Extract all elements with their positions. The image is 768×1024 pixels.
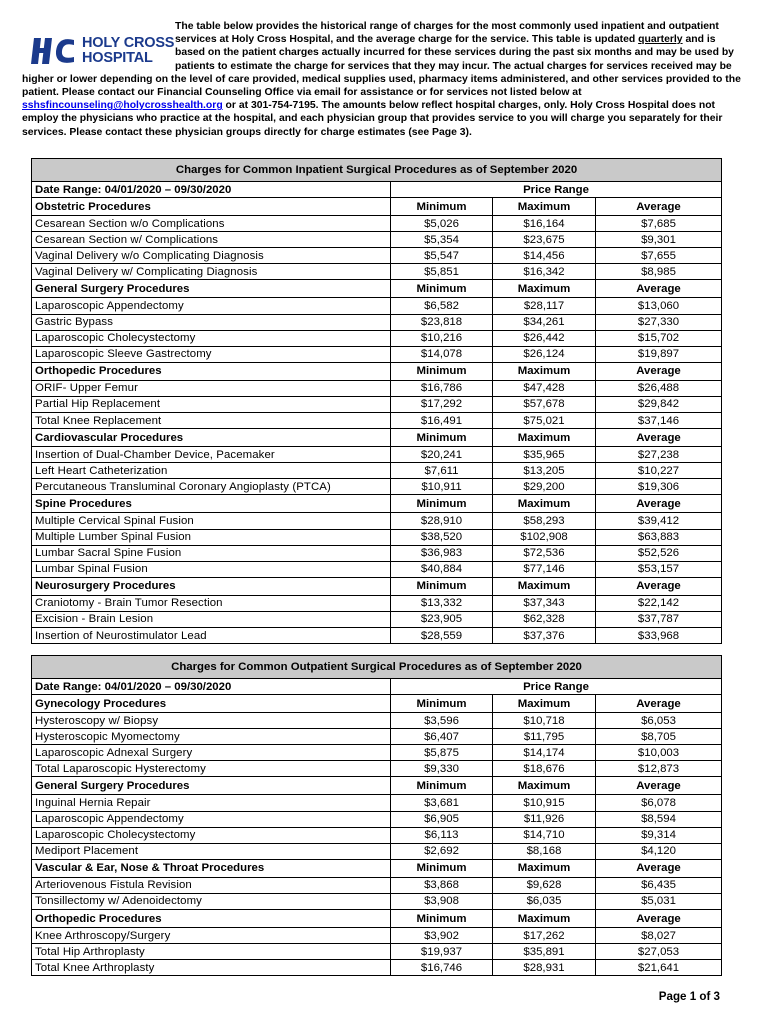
intro-text-1: The table below provides the historical range of charges for the most commonly used inpatient and outpatient services at Holy Cross Hospital, and the average charge for the service. This table is updated (175, 21, 719, 46)
minimum-charge: $7,611 (391, 463, 493, 479)
maximum-charge: $28,117 (493, 298, 596, 314)
category-name: General Surgery Procedures (32, 280, 391, 298)
procedure-name: Insertion of Dual-Chamber Device, Pacemaker (32, 447, 391, 463)
category-name: Gynecology Procedures (32, 695, 391, 713)
table-row (32, 827, 722, 843)
procedure-name: ORIF- Upper Femur (32, 380, 391, 396)
average-header: Average (596, 495, 722, 513)
minimum-charge: $6,407 (391, 729, 493, 745)
date-range-row (32, 182, 722, 198)
logo-line-2: HOSPITAL (82, 50, 153, 66)
average-charge: $4,120 (596, 843, 722, 859)
maximum-charge: $13,205 (493, 463, 596, 479)
table-row (32, 380, 722, 396)
minimum-charge: $16,491 (391, 413, 493, 429)
procedure-name: Laparoscopic Appendectomy (32, 811, 391, 827)
maximum-charge: $6,035 (493, 893, 596, 909)
average-charge: $53,157 (596, 561, 722, 577)
average-charge: $10,003 (596, 745, 722, 761)
procedure-name: Multiple Lumber Spinal Fusion (32, 529, 391, 545)
maximum-header: Maximum (493, 362, 596, 380)
minimum-charge: $14,078 (391, 346, 493, 362)
maximum-charge: $34,261 (493, 314, 596, 330)
category-name: General Surgery Procedures (32, 777, 391, 795)
procedure-name: Lumbar Sacral Spine Fusion (32, 545, 391, 561)
minimum-charge: $3,902 (391, 928, 493, 944)
intro-text-2: and is based on the patient charges actually incurred for these services during the past six months and may be used by patients to estimate the charge for services that they may incur. The actual charges for services received may be higher or lower depending on the level of care provided, medical supplies used, pharmacy items administered, and other services provided to the patient. Please contact our Financial Counseling Office via email for assistance or for services not listed below at (22, 34, 741, 99)
minimum-charge: $5,354 (391, 232, 493, 248)
minimum-header: Minimum (391, 198, 493, 216)
procedure-name: Excision - Brain Lesion (32, 611, 391, 627)
procedure-name: Hysteroscopic Myomectomy (32, 729, 391, 745)
procedure-name: Left Heart Catheterization (32, 463, 391, 479)
minimum-charge: $23,818 (391, 314, 493, 330)
category-name: Neurosurgery Procedures (32, 577, 391, 595)
average-charge: $13,060 (596, 298, 722, 314)
average-header: Average (596, 859, 722, 877)
table-row (32, 545, 722, 561)
average-charge: $27,330 (596, 314, 722, 330)
average-charge: $63,883 (596, 529, 722, 545)
maximum-header: Maximum (493, 577, 596, 595)
category-header-row (32, 280, 722, 298)
category-header-row (32, 859, 722, 877)
maximum-header: Maximum (493, 280, 596, 298)
maximum-charge: $10,915 (493, 795, 596, 811)
average-charge: $8,027 (596, 928, 722, 944)
procedure-name: Laparoscopic Adnexal Surgery (32, 745, 391, 761)
table-row (32, 611, 722, 627)
maximum-header: Maximum (493, 429, 596, 447)
page-number: Page 1 of 3 (658, 990, 720, 1003)
table-title-row (32, 159, 722, 182)
minimum-charge: $40,884 (391, 561, 493, 577)
minimum-charge: $38,520 (391, 529, 493, 545)
category-header-row (32, 362, 722, 380)
table-row (32, 264, 722, 280)
average-charge: $6,053 (596, 713, 722, 729)
table-row (32, 745, 722, 761)
category-header-row (32, 198, 722, 216)
intro-paragraph (22, 20, 748, 139)
maximum-charge: $28,931 (493, 960, 596, 976)
table-row (32, 795, 722, 811)
procedure-name: Vaginal Delivery w/o Complicating Diagnosis (32, 248, 391, 264)
table-row (32, 248, 722, 264)
procedure-name: Mediport Placement (32, 843, 391, 859)
average-header: Average (596, 577, 722, 595)
table-title-row (32, 656, 722, 679)
procedure-name: Cesarean Section w/ Complications (32, 232, 391, 248)
logo-line-1: HOLY CROSS (82, 35, 175, 51)
category-name: Orthopedic Procedures (32, 362, 391, 380)
procedure-name: Inguinal Hernia Repair (32, 795, 391, 811)
maximum-header: Maximum (493, 495, 596, 513)
price-range-header: Price Range (391, 182, 722, 198)
table-row (32, 298, 722, 314)
minimum-header: Minimum (391, 695, 493, 713)
table-row (32, 928, 722, 944)
category-name: Vascular & Ear, Nose & Throat Procedures (32, 859, 391, 877)
minimum-charge: $28,559 (391, 627, 493, 643)
table-row (32, 529, 722, 545)
procedure-name: Knee Arthroscopy/Surgery (32, 928, 391, 944)
minimum-charge: $36,983 (391, 545, 493, 561)
table-row (32, 729, 722, 745)
average-charge: $6,078 (596, 795, 722, 811)
procedure-name: Vaginal Delivery w/ Complicating Diagnosis (32, 264, 391, 280)
minimum-charge: $3,908 (391, 893, 493, 909)
maximum-charge: $37,376 (493, 627, 596, 643)
minimum-charge: $13,332 (391, 595, 493, 611)
table-row (32, 396, 722, 412)
average-charge: $9,314 (596, 827, 722, 843)
minimum-charge: $2,692 (391, 843, 493, 859)
procedure-name: Total Knee Replacement (32, 413, 391, 429)
average-charge: $27,238 (596, 447, 722, 463)
procedure-name: Tonsillectomy w/ Adenoidectomy (32, 893, 391, 909)
table-row (32, 346, 722, 362)
table-row (32, 216, 722, 232)
price-range-header: Price Range (391, 679, 722, 695)
average-charge: $19,306 (596, 479, 722, 495)
maximum-header: Maximum (493, 777, 596, 795)
table-row (32, 513, 722, 529)
intro-quarterly: quarterly (638, 34, 683, 46)
average-charge: $21,641 (596, 960, 722, 976)
average-charge: $37,787 (596, 611, 722, 627)
maximum-charge: $72,536 (493, 545, 596, 561)
maximum-charge: $10,718 (493, 713, 596, 729)
minimum-header: Minimum (391, 777, 493, 795)
table-row (32, 811, 722, 827)
minimum-charge: $23,905 (391, 611, 493, 627)
average-charge: $9,301 (596, 232, 722, 248)
average-charge: $7,655 (596, 248, 722, 264)
date-range: Date Range: 04/01/2020 – 09/30/2020 (32, 679, 391, 695)
average-charge: $29,842 (596, 396, 722, 412)
average-charge: $6,435 (596, 877, 722, 893)
average-charge: $26,488 (596, 380, 722, 396)
counseling-email-link[interactable]: sshsfincounseling@holycrosshealth.org (22, 100, 223, 112)
maximum-header: Maximum (493, 910, 596, 928)
procedure-name: Arteriovenous Fistula Revision (32, 877, 391, 893)
category-name: Cardiovascular Procedures (32, 429, 391, 447)
procedure-name: Hysteroscopy w/ Biopsy (32, 713, 391, 729)
inpatient-charges-table (31, 158, 722, 644)
average-charge: $27,053 (596, 944, 722, 960)
procedure-name: Lumbar Spinal Fusion (32, 561, 391, 577)
maximum-charge: $11,926 (493, 811, 596, 827)
minimum-charge: $28,910 (391, 513, 493, 529)
category-name: Orthopedic Procedures (32, 910, 391, 928)
minimum-charge: $10,216 (391, 330, 493, 346)
procedure-name: Total Laparoscopic Hysterectomy (32, 761, 391, 777)
minimum-charge: $17,292 (391, 396, 493, 412)
table-row (32, 330, 722, 346)
table-row (32, 561, 722, 577)
minimum-header: Minimum (391, 910, 493, 928)
table-row (32, 893, 722, 909)
maximum-charge: $14,710 (493, 827, 596, 843)
category-header-row (32, 695, 722, 713)
category-header-row (32, 495, 722, 513)
average-header: Average (596, 362, 722, 380)
procedure-name: Craniotomy - Brain Tumor Resection (32, 595, 391, 611)
procedure-name: Total Knee Arthroplasty (32, 960, 391, 976)
minimum-charge: $16,746 (391, 960, 493, 976)
average-charge: $15,702 (596, 330, 722, 346)
date-range: Date Range: 04/01/2020 – 09/30/2020 (32, 182, 391, 198)
minimum-charge: $19,937 (391, 944, 493, 960)
minimum-header: Minimum (391, 429, 493, 447)
procedure-name: Laparoscopic Cholecystectomy (32, 330, 391, 346)
table-row (32, 944, 722, 960)
average-header: Average (596, 777, 722, 795)
average-header: Average (596, 280, 722, 298)
maximum-charge: $75,021 (493, 413, 596, 429)
maximum-header: Maximum (493, 859, 596, 877)
procedure-name: Laparoscopic Cholecystectomy (32, 827, 391, 843)
table-row (32, 843, 722, 859)
table-row (32, 713, 722, 729)
minimum-charge: $5,851 (391, 264, 493, 280)
category-header-row (32, 777, 722, 795)
maximum-header: Maximum (493, 695, 596, 713)
date-range-row (32, 679, 722, 695)
maximum-charge: $14,174 (493, 745, 596, 761)
maximum-charge: $35,965 (493, 447, 596, 463)
average-charge: $8,985 (596, 264, 722, 280)
category-header-row (32, 577, 722, 595)
maximum-charge: $16,164 (493, 216, 596, 232)
minimum-charge: $3,596 (391, 713, 493, 729)
minimum-header: Minimum (391, 362, 493, 380)
minimum-charge: $9,330 (391, 761, 493, 777)
average-charge: $37,146 (596, 413, 722, 429)
minimum-header: Minimum (391, 280, 493, 298)
maximum-charge: $57,678 (493, 396, 596, 412)
category-header-row (32, 910, 722, 928)
table-row (32, 595, 722, 611)
minimum-header: Minimum (391, 495, 493, 513)
average-charge: $22,142 (596, 595, 722, 611)
minimum-charge: $16,786 (391, 380, 493, 396)
table-row (32, 447, 722, 463)
minimum-charge: $6,905 (391, 811, 493, 827)
minimum-charge: $5,875 (391, 745, 493, 761)
minimum-charge: $3,681 (391, 795, 493, 811)
maximum-charge: $23,675 (493, 232, 596, 248)
average-charge: $8,705 (596, 729, 722, 745)
procedure-name: Laparoscopic Appendectomy (32, 298, 391, 314)
average-charge: $7,685 (596, 216, 722, 232)
table-title: Charges for Common Inpatient Surgical Procedures as of September 2020 (32, 159, 722, 182)
average-charge: $5,031 (596, 893, 722, 909)
procedure-name: Percutaneous Transluminal Coronary Angioplasty (PTCA) (32, 479, 391, 495)
average-header: Average (596, 198, 722, 216)
procedure-name: Gastric Bypass (32, 314, 391, 330)
table-row (32, 877, 722, 893)
minimum-charge: $5,547 (391, 248, 493, 264)
table-row (32, 761, 722, 777)
intro-text-3: or at 301-754-7195. The amounts below reflect hospital charges, only. Holy Cross Hospital does not employ the physicians who practice at the hospital, and each physician group that provides service to you will charge you separately for their services. Please contact these physician groups directly for charge estimates (see Page 3). (22, 100, 723, 138)
minimum-charge: $3,868 (391, 877, 493, 893)
maximum-charge: $8,168 (493, 843, 596, 859)
maximum-charge: $77,146 (493, 561, 596, 577)
average-header: Average (596, 429, 722, 447)
table-row (32, 627, 722, 643)
maximum-charge: $16,342 (493, 264, 596, 280)
average-charge: $10,227 (596, 463, 722, 479)
maximum-charge: $18,676 (493, 761, 596, 777)
procedure-name: Insertion of Neurostimulator Lead (32, 627, 391, 643)
minimum-charge: $6,113 (391, 827, 493, 843)
page-header (22, 20, 748, 156)
table-row (32, 479, 722, 495)
maximum-charge: $62,328 (493, 611, 596, 627)
maximum-header: Maximum (493, 198, 596, 216)
maximum-charge: $102,908 (493, 529, 596, 545)
procedure-name: Laparoscopic Sleeve Gastrectomy (32, 346, 391, 362)
outpatient-charges-table (31, 655, 722, 976)
maximum-charge: $9,628 (493, 877, 596, 893)
table-row (32, 463, 722, 479)
average-header: Average (596, 695, 722, 713)
maximum-charge: $29,200 (493, 479, 596, 495)
average-header: Average (596, 910, 722, 928)
minimum-charge: $10,911 (391, 479, 493, 495)
category-name: Obstetric Procedures (32, 198, 391, 216)
procedure-name: Total Hip Arthroplasty (32, 944, 391, 960)
average-charge: $12,873 (596, 761, 722, 777)
procedure-name: Cesarean Section w/o Complications (32, 216, 391, 232)
average-charge: $19,897 (596, 346, 722, 362)
maximum-charge: $47,428 (493, 380, 596, 396)
minimum-header: Minimum (391, 859, 493, 877)
table-row (32, 960, 722, 976)
minimum-charge: $20,241 (391, 447, 493, 463)
maximum-charge: $17,262 (493, 928, 596, 944)
maximum-charge: $35,891 (493, 944, 596, 960)
maximum-charge: $14,456 (493, 248, 596, 264)
average-charge: $52,526 (596, 545, 722, 561)
table-title: Charges for Common Outpatient Surgical Procedures as of September 2020 (32, 656, 722, 679)
maximum-charge: $37,343 (493, 595, 596, 611)
maximum-charge: $26,442 (493, 330, 596, 346)
minimum-header: Minimum (391, 577, 493, 595)
procedure-name: Partial Hip Replacement (32, 396, 391, 412)
minimum-charge: $5,026 (391, 216, 493, 232)
category-name: Spine Procedures (32, 495, 391, 513)
procedure-name: Multiple Cervical Spinal Fusion (32, 513, 391, 529)
average-charge: $39,412 (596, 513, 722, 529)
minimum-charge: $6,582 (391, 298, 493, 314)
table-row (32, 314, 722, 330)
average-charge: $33,968 (596, 627, 722, 643)
category-header-row (32, 429, 722, 447)
maximum-charge: $58,293 (493, 513, 596, 529)
average-charge: $8,594 (596, 811, 722, 827)
maximum-charge: $26,124 (493, 346, 596, 362)
maximum-charge: $11,795 (493, 729, 596, 745)
table-row (32, 413, 722, 429)
table-row (32, 232, 722, 248)
